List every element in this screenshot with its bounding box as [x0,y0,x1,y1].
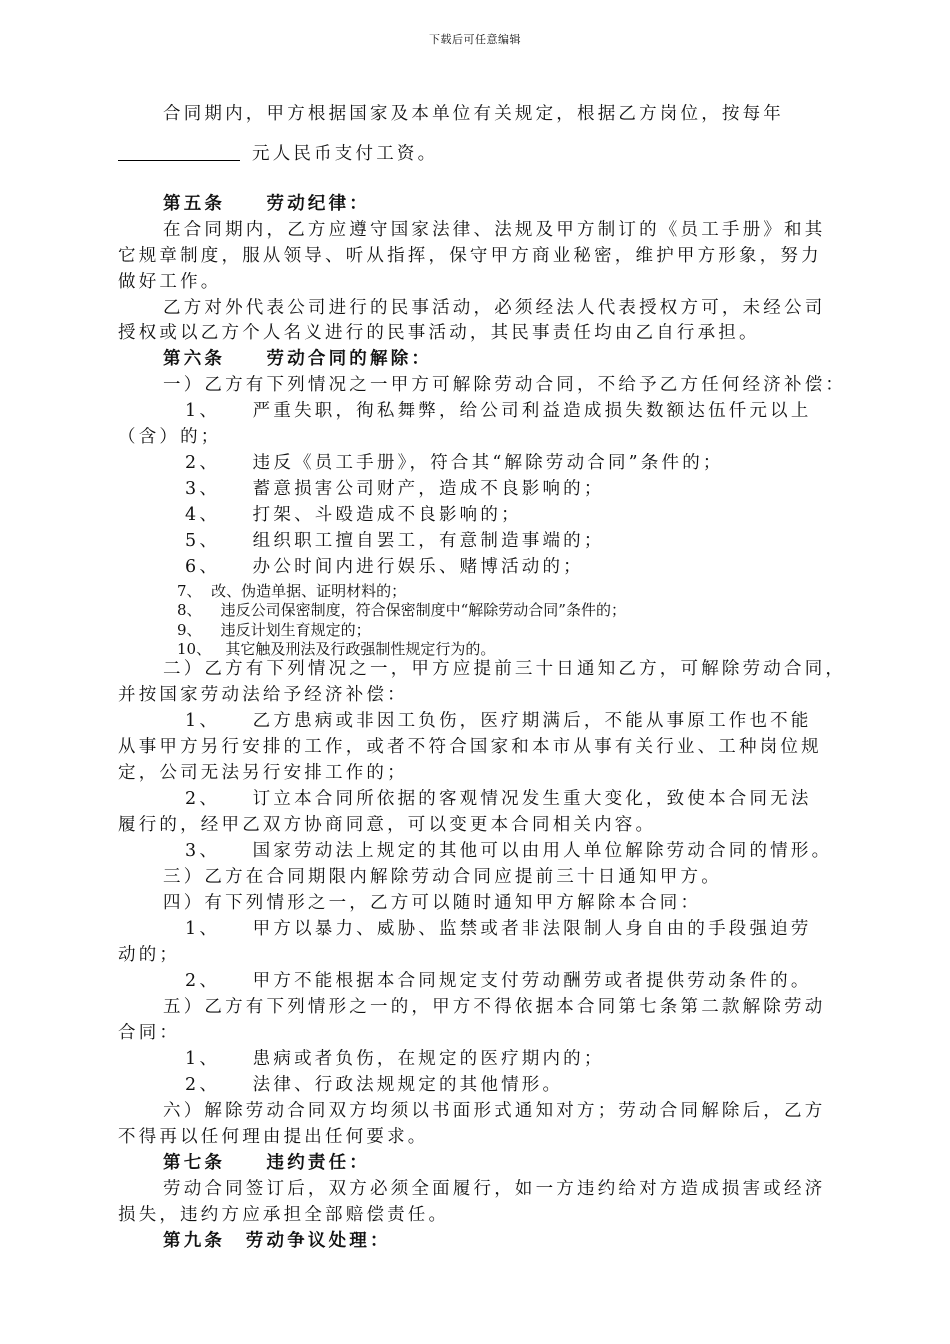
article-6-line: 合同： [118,1023,181,1043]
article-6-line: 7、 改、伪造单据、证明材料的； [177,582,407,600]
article-6-line: 从事甲方另行安排的工作，或者不符合国家和本市从事有关行业、工种岗位规 [118,737,822,757]
article-6-line: 定，公司无法另行安排工作的； [118,763,408,783]
salary-blank-line [118,160,240,161]
intro-line-2: 元人民币支付工资。 [252,144,439,164]
article-6-line: 4、 打架、斗殴造成不良影响的； [185,505,522,525]
page-header: 下载后可任意编辑 [429,33,521,46]
article-6-line: 履行的，经甲乙双方协商同意，可以变更本合同相关内容。 [118,815,657,835]
article-5-line: 乙方对外代表公司进行的民事活动，必须经法人代表授权方可，未经公司 [163,298,826,318]
article-5-line: 授权或以乙方个人名义进行的民事活动，其民事责任均由乙自行承担。 [118,323,760,343]
article-5-line: 做好工作。 [118,272,222,292]
article-6-line: 六）解除劳动合同双方均须以书面形式通知对方；劳动合同解除后，乙方 [163,1101,826,1121]
article-6-line: 1、 乙方患病或非因工负伤，医疗期满后，不能从事原工作也不能 [185,711,812,731]
article-6-line: 2、 法律、行政法规规定的其他情形。 [185,1075,564,1095]
article-6-line: 三）乙方在合同期限内解除劳动合同应提前三十日通知甲方。 [163,867,722,887]
article-6-line: 3、 国家劳动法上规定的其他可以由用人单位解除劳动合同的情形。 [185,841,833,861]
article-6-title: 第六条 劳动合同的解除： [163,349,433,369]
article-6-line: 2、 违反《员工手册》，符合其“解除劳动合同”条件的； [185,453,724,473]
article-6-line: 5、 组织职工擅自罢工，有意制造事端的； [185,531,605,551]
article-6-line: 10、 其它触及刑法及行政强制性规定行为的。 [177,640,496,658]
article-6-line: 8、 违反公司保密制度，符合保密制度中“解除劳动合同”条件的； [177,601,626,619]
article-7-line: 损失，违约方应承担全部赔偿责任。 [118,1205,450,1225]
article-6-line: 2、 订立本合同所依据的客观情况发生重大变化，致使本合同无法 [185,789,812,809]
article-5-line: 在合同期内，乙方应遵守国家法律、法规及甲方制订的《员工手册》和其 [163,220,826,240]
article-6-line: 1、 甲方以暴力、威胁、监禁或者非法限制人身自由的手段强迫劳 [185,919,812,939]
article-5-title: 第五条 劳动纪律： [163,194,370,214]
article-6-line: 不得再以任何理由提出任何要求。 [118,1127,429,1147]
article-6-line: 9、 违反计划生育规定的； [177,621,371,639]
article-6-line: 3、 蓄意损害公司财产，造成不良影响的； [185,479,605,499]
article-7-title: 第七条 违约责任： [163,1153,370,1173]
article-6-line: 四）有下列情形之一，乙方可以随时通知甲方解除本合同： [163,893,702,913]
article-6-line: 二）乙方有下列情况之一，甲方应提前三十日通知乙方，可解除劳动合同， [163,659,847,679]
article-7-line: 劳动合同签订后，双方必须全面履行，如一方违约给对方造成损害或经济 [163,1179,826,1199]
article-6-line: 6、 办公时间内进行娱乐、赌博活动的； [185,557,584,577]
article-5-line: 它规章制度，服从领导、听从指挥，保守甲方商业秘密，维护甲方形象，努力 [118,246,822,266]
article-6-line: 五）乙方有下列情形之一的，甲方不得依据本合同第七条第二款解除劳动 [163,997,826,1017]
article-6-line: 动的； [118,945,181,965]
intro-line-1: 合同期内，甲方根据国家及本单位有关规定，根据乙方岗位，按每年 [163,104,784,124]
article-6-line: 1、 患病或者负伤，在规定的医疗期内的； [185,1049,605,1069]
article-6-line: （含）的； [118,427,222,447]
article-9-title: 第九条 劳动争议处理： [163,1231,391,1251]
article-6-line: 并按国家劳动法给予经济补偿： [118,685,408,705]
article-6-line: 1、 严重失职，徇私舞弊，给公司利益造成损失数额达伍仟元以上 [185,401,812,421]
article-6-line: 2、 甲方不能根据本合同规定支付劳动酬劳或者提供劳动条件的。 [185,971,812,991]
article-6-line: 一）乙方有下列情况之一甲方可解除劳动合同，不给予乙方任何经济补偿： [163,375,847,395]
